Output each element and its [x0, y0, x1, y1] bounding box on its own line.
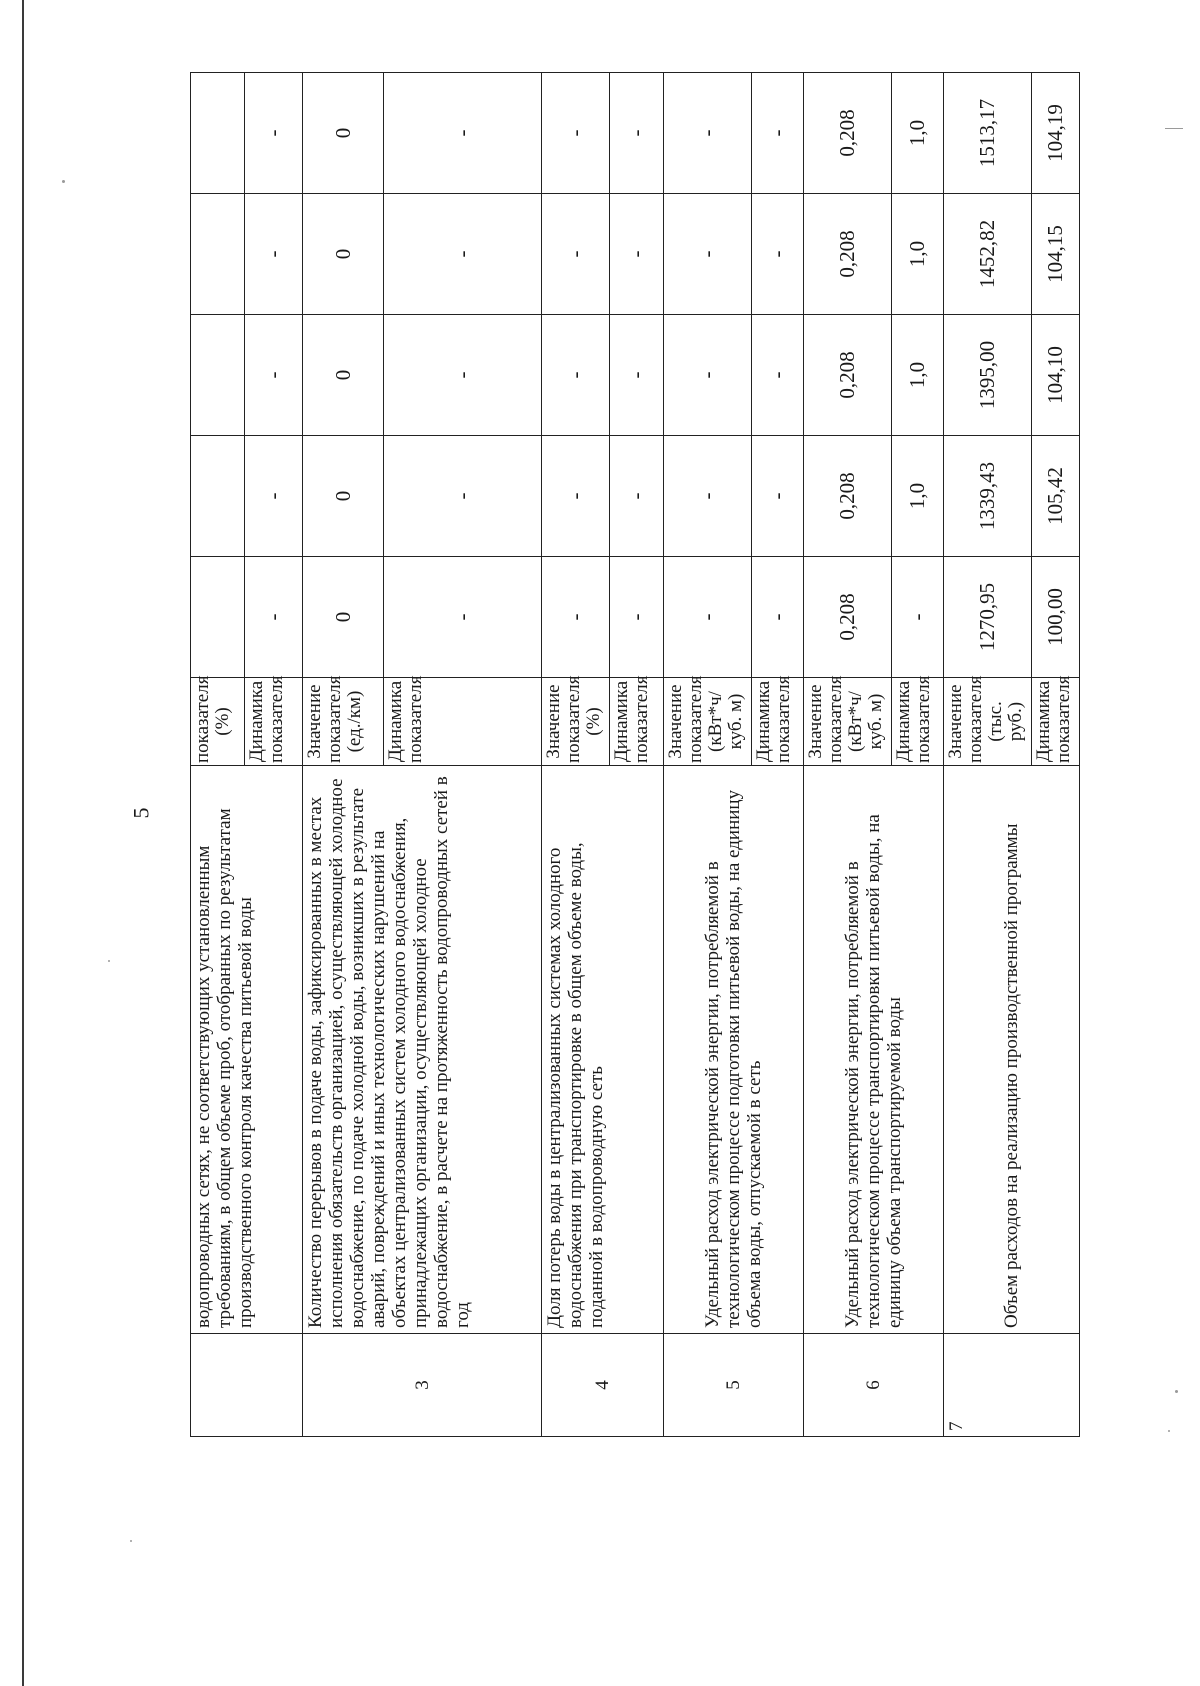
value-cell: 1,0 [891, 315, 943, 436]
row-number: 5 [663, 1334, 803, 1437]
value-cell: - [542, 557, 610, 678]
row-number [191, 1334, 303, 1437]
value-cell: - [542, 315, 610, 436]
value-cell: 104,19 [1032, 73, 1080, 194]
value-cell: - [891, 557, 943, 678]
table-row [542, 73, 610, 1437]
indicator-name: Количество перерывов в подаче воды, зафиксированных в местах исполнения обязательств организацией, осуществляющей холодное водоснабжение, по подаче холодной воды, возникших в результате аварий, повреждений и иных технологических нарушений на объектах централизованных систем холодного водоснабжения, принадлежащих организации, осуществляющей холодное водоснабжение, в расчете на протяженность водопроводных сетей в год [303, 766, 542, 1334]
value-cell: - [245, 436, 303, 557]
scan-speck [1168, 1430, 1170, 1432]
value-cell: - [663, 194, 751, 315]
value-cell: - [384, 194, 542, 315]
indicator-label: Значение показателя (тыс. руб.) [943, 678, 1031, 766]
value-cell: 0,208 [803, 436, 891, 557]
value-cell: - [751, 315, 803, 436]
indicator-label: Значение показателя (кВт*ч/куб. м) [663, 678, 751, 766]
indicator-label: Значение показателя (кВт*ч/куб. м) [803, 678, 891, 766]
value-cell: 104,15 [1032, 194, 1080, 315]
value-cell: - [384, 315, 542, 436]
table-row [191, 73, 245, 1437]
table-row [943, 73, 1031, 1437]
value-cell: - [663, 557, 751, 678]
value-cell: 104,10 [1032, 315, 1080, 436]
value-cell: 0 [303, 436, 384, 557]
value-cell: 0 [303, 557, 384, 678]
value-cell: - [663, 315, 751, 436]
table-row [303, 73, 384, 1437]
indicator-name: Удельный расход электрической энергии, потребляемой в технологическом процессе транспортировки питьевой воды, на единицу объема транспортируемой воды [803, 766, 943, 1334]
row-number: 6 [803, 1334, 943, 1437]
scan-speck [108, 960, 110, 962]
value-cell: - [384, 73, 542, 194]
value-cell [191, 315, 245, 436]
indicators-table-page [190, 73, 1080, 1437]
value-cell: - [609, 73, 663, 194]
indicator-label: Значение показателя (%) [542, 678, 610, 766]
value-cell: 0,208 [803, 315, 891, 436]
table-row [803, 73, 891, 1437]
value-cell: 1513,17 [943, 73, 1031, 194]
indicators-table [190, 72, 1080, 1437]
value-cell: - [384, 557, 542, 678]
value-cell: 0 [303, 73, 384, 194]
value-cell: - [751, 436, 803, 557]
value-cell: 0,208 [803, 557, 891, 678]
page-number: 5 [128, 807, 154, 819]
value-cell: 1452,82 [943, 194, 1031, 315]
value-cell: 100,00 [1032, 557, 1080, 678]
scan-speck [1175, 1390, 1178, 1393]
indicator-name: Доля потерь воды в централизованных системах холодного водоснабжения при транспортировке в общем объеме воды, поданной в водопроводную сеть [542, 766, 664, 1334]
value-cell: 0 [303, 315, 384, 436]
value-cell: 1,0 [891, 436, 943, 557]
indicator-label: Динамика показателя [384, 678, 542, 766]
value-cell: - [542, 73, 610, 194]
indicator-label: Динамика показателя [245, 678, 303, 766]
indicator-name: Объем расходов на реализацию производственной программы [943, 766, 1079, 1334]
value-cell: 105,42 [1032, 436, 1080, 557]
value-cell [191, 73, 245, 194]
indicator-label: Динамика показателя [1032, 678, 1080, 766]
value-cell: - [609, 436, 663, 557]
value-cell: 1339,43 [943, 436, 1031, 557]
value-cell: - [245, 73, 303, 194]
value-cell: - [542, 194, 610, 315]
value-cell: - [751, 73, 803, 194]
indicator-label: Динамика показателя [751, 678, 803, 766]
value-cell: - [663, 73, 751, 194]
scan-speck [62, 180, 65, 183]
scan-speck [130, 1540, 132, 1542]
value-cell: - [663, 436, 751, 557]
indicator-label: показателя (%) [191, 678, 245, 766]
value-cell: - [751, 557, 803, 678]
value-cell [191, 557, 245, 678]
value-cell: - [609, 194, 663, 315]
value-cell: - [245, 315, 303, 436]
indicator-label: Значение показателя (ед./км) [303, 678, 384, 766]
value-cell: - [245, 194, 303, 315]
value-cell: - [609, 315, 663, 436]
value-cell: 0 [303, 194, 384, 315]
value-cell: 0,208 [803, 194, 891, 315]
value-cell: 1395,00 [943, 315, 1031, 436]
table-row [663, 73, 751, 1437]
value-cell: - [384, 436, 542, 557]
value-cell [191, 436, 245, 557]
value-cell: 1270,95 [943, 557, 1031, 678]
row-number: 7 [943, 1334, 1079, 1437]
indicator-label: Динамика показателя [891, 678, 943, 766]
value-cell: - [245, 557, 303, 678]
indicator-label: Динамика показателя [609, 678, 663, 766]
value-cell: 0,208 [803, 73, 891, 194]
value-cell: 1,0 [891, 194, 943, 315]
indicator-name: Удельный расход электрической энергии, потребляемой в технологическом процессе подготовки питьевой воды, на единицу объема воды, отпускаемой в сеть [663, 766, 803, 1334]
scan-speck [1165, 128, 1183, 129]
row-number: 4 [542, 1334, 664, 1437]
value-cell: - [609, 557, 663, 678]
value-cell: 1,0 [891, 73, 943, 194]
row-number: 3 [303, 1334, 542, 1437]
value-cell [191, 194, 245, 315]
value-cell: - [542, 436, 610, 557]
value-cell: - [751, 194, 803, 315]
indicator-name: водопроводных сетях, не соответствующих установленным требованиям, в общем объеме проб, отобранных по результатам производственного контроля качества питьевой воды [191, 766, 303, 1334]
binding-line [22, 0, 24, 1686]
